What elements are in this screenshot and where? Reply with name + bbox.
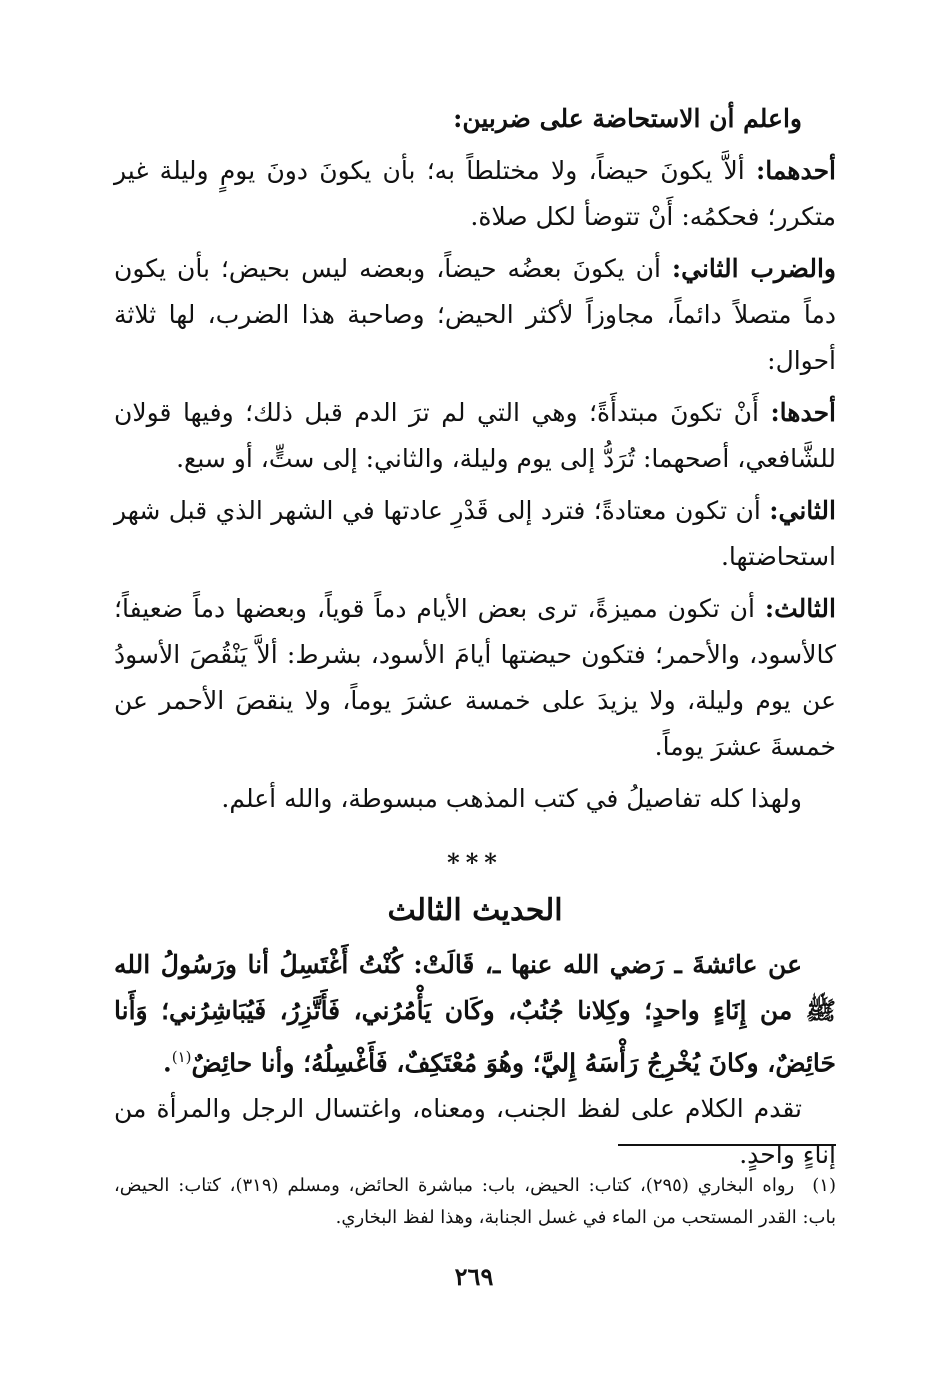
paragraph-text: أن تكون مميزةً، ترى بعض الأيام دماً قوياً، وبعضها دماً ضعيفاً؛ كالأسود، والأحمر؛ فتكون حيضتها أيامَ الأسود، بشرط: ألاَّ يَنْقُصَ الأسودُ عن يوم وليلة، ولا يزيدَ على خمسة عشرَ يوماً، ولا ينقصَ الأحمر عن خمسةَ عشرَ يوماً.: [114, 594, 836, 761]
paragraph-case-one: [114, 390, 836, 482]
commentary-paragraph: [114, 1086, 836, 1178]
closing-paragraph: [114, 776, 836, 822]
footnote-divider: [618, 1144, 836, 1146]
hadith-text: [114, 942, 836, 1086]
intro-text: واعلم أن الاستحاضة على ضربين:: [453, 104, 802, 133]
page-number: ٢٦٩: [454, 1262, 494, 1291]
paragraph-second-type: [114, 246, 836, 384]
hadith-end: .: [163, 1048, 172, 1078]
section-heading: الحديث الثالث: [387, 893, 563, 928]
paragraph-text: تقدم الكلام على لفظ الجنب، ومعناه، واغتسال الرجل والمرأة من إناءٍ واحدٍ.: [114, 1094, 836, 1170]
section-separator-stars: ***: [447, 848, 503, 877]
paragraph-text: أن تكون معتادةً؛ فترد إلى قَدْرِ عادتها في الشهر الذي قبل شهر استحاضتها.: [114, 496, 836, 571]
paragraph-text: ولهذا كله تفاصيلُ في كتب المذهب مبسوطة، والله أعلم.: [221, 784, 802, 813]
footnote-reference[interactable]: (١): [171, 1048, 192, 1066]
paragraph-text: أَنْ تكونَ مبتدأَةً؛ وهي التي لم ترَ الدم قبل ذلك؛ وفيها قولان للشَّافعي، أصحهما: تُرَدُّ إلى يوم وليلة، والثاني: إلى ستٍّ، أو سبع.: [114, 398, 836, 473]
footnote-text: رواه البخاري (٢٩٥)، كتاب: الحيض، باب: مباشرة الحائض، ومسلم (٣١٩)، كتاب: الحيض، باب: القدر المستحب من الماء في غسل الجنابة، وهذا لفظ البخاري.: [114, 1175, 836, 1228]
paragraph-text: أن يكونَ بعضُه حيضاً، وبعضه ليس بحيض؛ بأن يكون دماً متصلاً دائماً، مجاوزاً لأكثر الحيض؛ وصاحبة هذا الضرب، لها ثلاثة أحوال:: [114, 254, 836, 375]
intro-paragraph: [114, 96, 836, 142]
paragraph-lead: والضرب الثاني:: [671, 254, 836, 283]
paragraph-case-two: [114, 488, 836, 580]
footnote: [114, 1170, 836, 1234]
paragraph-lead: أحدها:: [770, 398, 836, 427]
paragraph-case-three: [114, 586, 836, 770]
paragraph-lead: الثاني:: [769, 496, 836, 525]
page-body: [114, 96, 836, 1178]
paragraph-first-type: [114, 148, 836, 240]
paragraph-lead: أحدهما:: [755, 156, 836, 185]
paragraph-text: ألاَّ يكونَ حيضاً، ولا مختلطاً به؛ بأن يكونَ دونَ يومٍ وليلة غير متكرر؛ فحكمُه: أَنْ تتوضأ لكل صلاة.: [114, 156, 836, 231]
paragraph-lead: الثالث:: [764, 594, 836, 623]
hadith-body: عن عائشةَ ـ رَضي الله عنها ـ، قَالَتْ: كُنْتُ أَغْتَسِلُ أنا ورَسُولُ الله ﷺ من إِنَاءٍ واحدٍ؛ وكِلانا جُنُبٌ، وكَان يَأْمُرُني، فَأَتَّزِرُ، فَيُبَاشِرُني؛ وَأَنا حَائِضٌ، وكانَ يُخْرِجُ رَأْسَهُ إِليَّ؛ وهُوَ مُعْتَكِفٌ، فَأَغْسِلُهُ؛ وأنا حائِضٌ: [114, 950, 836, 1078]
footnote-number: (١): [812, 1175, 836, 1196]
